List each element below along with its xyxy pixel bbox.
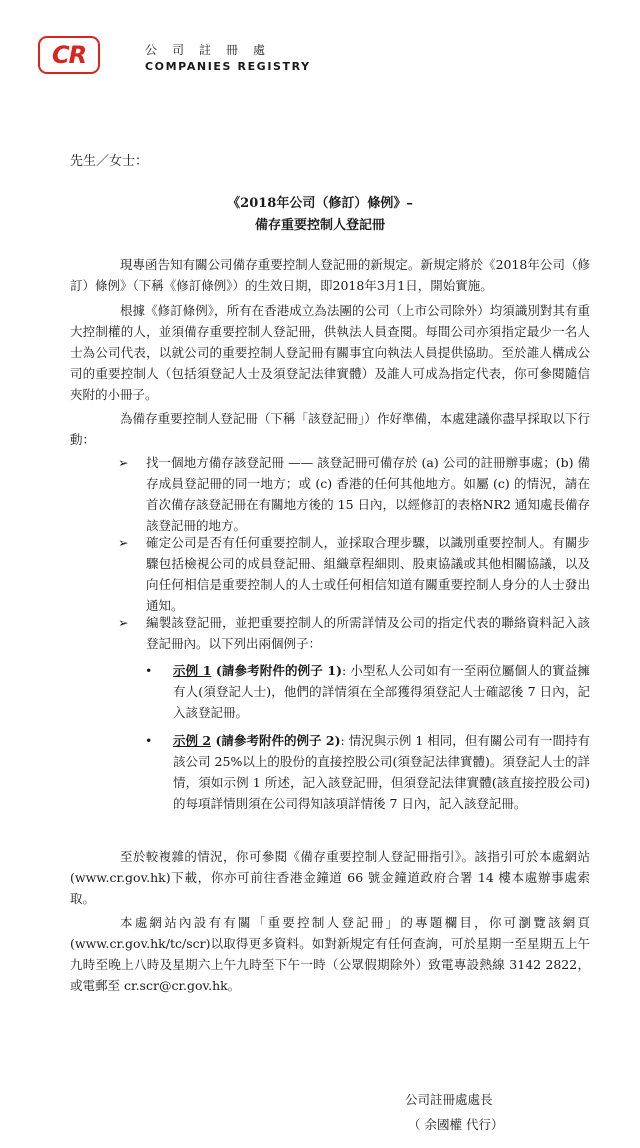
action-text: 確定公司是否有任何重要控制人，並採取合理步驟，以識別重要控制人。有關步驟包括檢視公司的成員登記冊、組織章程細則、股東協議或其他相關協議，以及向任何相信是重要控制人的人士或任何相信知道有關重要控制人身分的人士發出通知。 bbox=[146, 535, 590, 613]
org-name-chinese: 公司註冊處 bbox=[145, 43, 281, 57]
action-text: 編製該登記冊，並把重要控制人的所需詳情及公司的指定代表的聯絡資料記入該登記冊內。以下列出兩個例子： bbox=[146, 615, 590, 651]
signatory-name: （ 余國權 代行） bbox=[408, 1117, 504, 1132]
salutation: 先生／女士： bbox=[70, 154, 149, 169]
example-label: 示例 2 bbox=[173, 733, 212, 748]
letter-title: 《2018年公司（修訂）條例》– bbox=[227, 196, 413, 211]
example-reference: (請參考附件的例子 1) bbox=[211, 663, 342, 678]
example-text bbox=[173, 730, 590, 814]
arrow-bullet-icon: ➢ bbox=[118, 455, 129, 470]
example-body: : 情況與示例 1 相同，但有關公司有一間持有該公司 25%以上的股份的直接控股公司(須登記法律實體)。須登記人士的詳情，須如示例 1 所述，記入該登記冊，但須登記法律實體(該直接控股公司)的每項詳情則須在公司得知該項詳情後 7 日內，記入該登記冊。 bbox=[173, 733, 590, 811]
paragraph-guideline: 至於較複雜的情況，你可參閱《備存重要控制人登記冊指引》。該指引可於本處網站(www.cr.gov.hk)下載，你亦可前往香港金鐘道 66 號金鐘道政府合署 14 樓本處辦事處索取。 bbox=[70, 849, 590, 906]
paragraph-actions-intro: 為備存重要控制人登記冊（下稱「該登記冊」）作好準備，本處建議你盡早採取以下行動： bbox=[70, 411, 590, 447]
action-text: 找一個地方備存該登記冊 —— 該登記冊可備存於 (a) 公司的註冊辦事處；(b) 備存成員登記冊的同一地方；或 (c) 香港的任何其他地方。如屬 (c) 的情況，請在首次備存該登記冊在有關地方後的 15 日內，以經修訂的表格NR2 通知處長備存該登記冊的地方。 bbox=[146, 455, 590, 533]
example-text bbox=[173, 660, 590, 723]
example-reference: (請參考附件的例子 2) bbox=[211, 733, 341, 748]
example-label: 示例 1 bbox=[173, 663, 212, 678]
arrow-bullet-icon: ➢ bbox=[118, 615, 129, 630]
dot-bullet-icon: • bbox=[145, 733, 153, 748]
example-body: : 小型私人公司如有一至兩位屬個人的實益擁有人(須登記人士)，他們的詳情須在全部獲得須登記人士確認後 7 日內，記入該登記冊。 bbox=[173, 663, 590, 720]
paragraph-intro: 現專函告知有關公司備存重要控制人登記冊的新規定。新規定將於《2018年公司（修訂）條例》（下稱《修訂條例》）的生效日期，即2018年3月1日，開始實施。 bbox=[70, 257, 590, 293]
signatory-title: 公司註冊處處長 bbox=[405, 1092, 493, 1107]
paragraph-requirements: 根據《修訂條例》，所有在香港成立為法團的公司（上市公司除外）均須識別對其有重大控制權的人，並須備存重要控制人登記冊，供執法人員查閱。每間公司亦須指定最少一名人士為公司代表，以就公司的重要控制人登記冊有關事宜向執法人員提供協助。至於誰人構成公司的重要控制人（包括須登記人士及須登記法律實體）及誰人可成為指定代表，你可參閱隨信夾附的小冊子。 bbox=[70, 303, 590, 402]
cr-logo: CR bbox=[38, 36, 100, 74]
dot-bullet-icon: • bbox=[145, 663, 153, 678]
paragraph-contact: 本處網站內設有有關「重要控制人登記冊」的專題欄目，你可瀏覽該網頁(www.cr.gov.hk/tc/scr)以取得更多資料。如對新規定有任何查詢，可於星期一至星期五上午九時至晚上八時及星期六上午九時至下午一時（公眾假期除外）致電專設熱線 3142 2822，或電郵至 cr.scr@cr.gov.hk。 bbox=[70, 915, 590, 993]
org-name-english: COMPANIES REGISTRY bbox=[145, 60, 311, 73]
letter-subtitle: 備存重要控制人登記冊 bbox=[254, 218, 385, 233]
arrow-bullet-icon: ➢ bbox=[118, 535, 129, 550]
